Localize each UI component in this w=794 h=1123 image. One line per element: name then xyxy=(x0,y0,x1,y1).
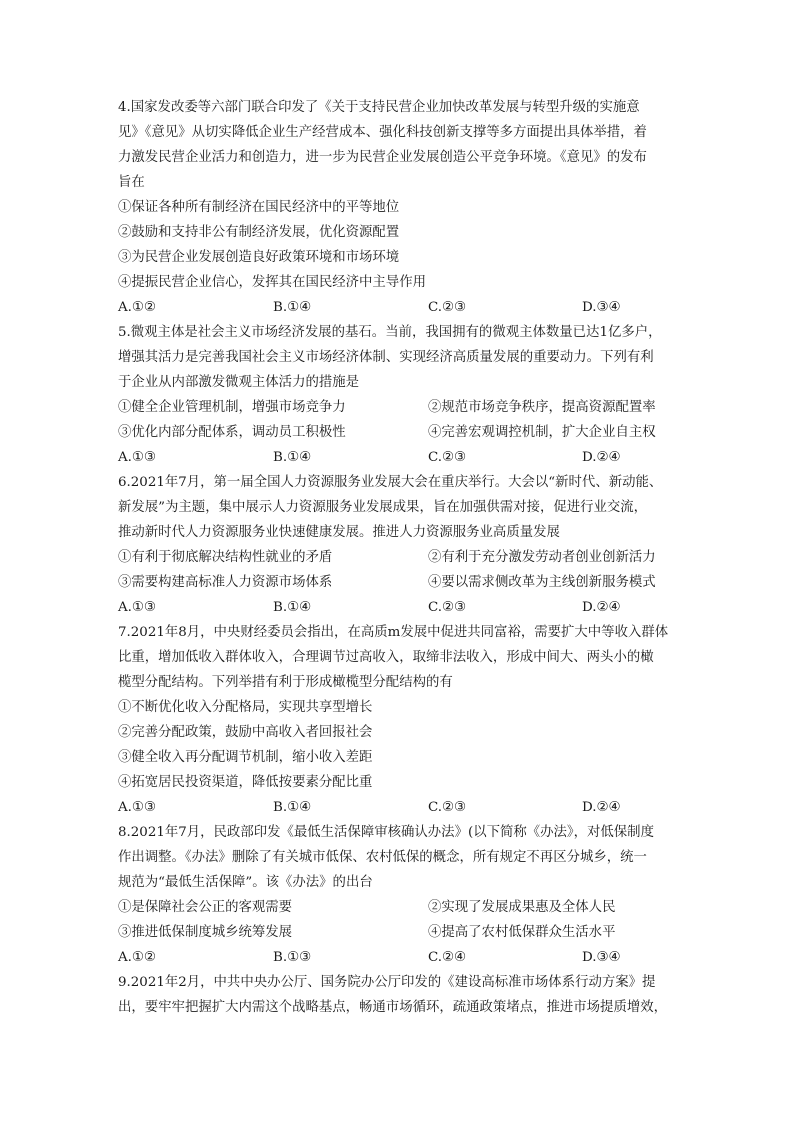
q8-option-a[interactable]: A.①② xyxy=(118,950,156,965)
q8-option-d[interactable]: D.③④ xyxy=(582,950,621,965)
q8-option-c[interactable]: C.②④ xyxy=(428,950,467,965)
q7-statement-1: ①不断优化收入分配格局，实现共享型增长 xyxy=(118,700,373,715)
q5-option-c[interactable]: C.②③ xyxy=(428,450,467,465)
q8-stem-line-3: 规范为“最低生活保障”。该《办法》的出台 xyxy=(118,875,373,890)
q9-stem-line-1: 9.2021年2月，中共中央办公厅、国务院办公厅印发的《建设高标准市场体系行动方案》提 xyxy=(118,975,656,990)
q7-option-b[interactable]: B.①④ xyxy=(273,800,312,815)
q5-stem-line-3: 于企业从内部激发微观主体活力的措施是 xyxy=(118,375,360,390)
q7-stem-line-2: 比重，增加低收入群体收入，合理调节过高收入，取缔非法收入，形成中间大、两头小的橄 xyxy=(118,650,654,665)
q4-option-c[interactable]: C.②③ xyxy=(428,300,467,315)
q7-statement-3: ③健全收入再分配调节机制，缩小收入差距 xyxy=(118,750,373,765)
q8-option-b[interactable]: B.①③ xyxy=(273,950,312,965)
q8-statement-4: ④提高了农村低保群众生活水平 xyxy=(428,925,616,940)
q6-stem-line-2: 新发展”为主题，集中展示人力资源服务业发展成果，旨在加强供需对接，促进行业交流， xyxy=(118,500,648,515)
q5-stem-line-2: 增强其活力是完善我国社会主义市场经济体制、实现经济高质量发展的重要动力。下列有利 xyxy=(118,350,654,365)
q5-option-d[interactable]: D.②④ xyxy=(582,450,621,465)
q9-stem-line-2: 出，要牢牢把握扩大内需这个战略基点，畅通市场循环，疏通政策堵点，推进市场提质增效， xyxy=(118,1000,668,1015)
q5-statement-1: ①健全企业管理机制，增强市场竞争力 xyxy=(118,400,346,415)
q5-stem-line-1: 5.微观主体是社会主义市场经济发展的基石。当前，我国拥有的微观主体数量已达1亿多户， xyxy=(118,325,662,340)
q4-statement-4: ④提振民营企业信心，发挥其在国民经济中主导作用 xyxy=(118,275,426,290)
q5-statement-2: ②规范市场竞争秩序，提高资源配置率 xyxy=(428,400,656,415)
q6-option-b[interactable]: B.①④ xyxy=(273,600,312,615)
q6-statement-4: ④要以需求侧改革为主线创新服务模式 xyxy=(428,575,656,590)
q4-statement-1: ①保证各种所有制经济在国民经济中的平等地位 xyxy=(118,200,400,215)
q4-stem-line-4: 旨在 xyxy=(118,175,145,190)
q5-statement-3: ③优化内部分配体系，调动员工积极性 xyxy=(118,425,346,440)
q6-stem-line-3: 推动新时代人力资源服务业快速健康发展。推进人力资源服务业高质量发展 xyxy=(118,525,560,540)
q8-stem-line-2: 作出调整。《办法》删除了有关城市低保、农村低保的概念，所有规定不再区分城乡，统一 xyxy=(118,850,647,865)
q6-stem-line-1: 6.2021年7月，第一届全国人力资源服务业发展大会在重庆举行。大会以“新时代、新动能、 xyxy=(118,475,663,490)
q8-statement-2: ②实现了发展成果惠及全体人民 xyxy=(428,900,616,915)
q4-option-a[interactable]: A.①② xyxy=(118,300,156,315)
q5-statement-4: ④完善宏观调控机制，扩大企业自主权 xyxy=(428,425,656,440)
q6-option-d[interactable]: D.②④ xyxy=(582,600,621,615)
q6-option-c[interactable]: C.②③ xyxy=(428,600,467,615)
q6-statement-2: ②有利于充分激发劳动者创业创新活力 xyxy=(428,550,656,565)
q8-statement-3: ③推进低保制度城乡统筹发展 xyxy=(118,925,293,940)
q5-option-a[interactable]: A.①③ xyxy=(118,450,156,465)
q6-option-a[interactable]: A.①③ xyxy=(118,600,156,615)
q4-stem-line-2: 见》《意见》从切实降低企业生产经营成本、强化科技创新支撑等多方面提出具体举措，着 xyxy=(118,125,647,140)
q6-statement-1: ①有利于彻底解决结构性就业的矛盾 xyxy=(118,550,333,565)
q4-option-d[interactable]: D.③④ xyxy=(582,300,621,315)
q7-option-d[interactable]: D.②④ xyxy=(582,800,621,815)
q7-stem-line-1: 7.2021年8月，中央财经委员会指出，在高质m发展中促进共同富裕，需要扩大中等收入群体 xyxy=(118,625,669,640)
q8-stem-line-1: 8.2021年7月，民政部印发《最低生活保障审核确认办法》(以下简称《办法》，对低保制度 xyxy=(118,825,654,840)
q7-option-c[interactable]: C.②③ xyxy=(428,800,467,815)
q7-statement-2: ②完善分配政策，鼓励中高收入者回报社会 xyxy=(118,725,373,740)
q4-statement-2: ②鼓励和支持非公有制经济发展，优化资源配置 xyxy=(118,225,400,240)
q8-statement-1: ①是保障社会公正的客观需要 xyxy=(118,900,293,915)
q4-stem-line-3: 力激发民营企业活力和创造力，进一步为民营企业发展创造公平竞争环境。《意见》的发布 xyxy=(118,150,647,165)
q7-statement-4: ④拓宽居民投资渠道，降低按要素分配比重 xyxy=(118,775,373,790)
q6-statement-3: ③需要构建高标准人力资源市场体系 xyxy=(118,575,333,590)
q5-option-b[interactable]: B.①④ xyxy=(273,450,312,465)
q4-option-b[interactable]: B.①④ xyxy=(273,300,312,315)
q4-statement-3: ③为民营企业发展创造良好政策环境和市场环境 xyxy=(118,250,400,265)
q4-stem-line-1: 4.国家发改委等六部门联合印发了《关于支持民营企业加快改革发展与转型升级的实施意 xyxy=(118,100,640,115)
q7-option-a[interactable]: A.①③ xyxy=(118,800,156,815)
q7-stem-line-3: 榄型分配结构。下列举措有利于形成橄榄型分配结构的有 xyxy=(118,675,453,690)
